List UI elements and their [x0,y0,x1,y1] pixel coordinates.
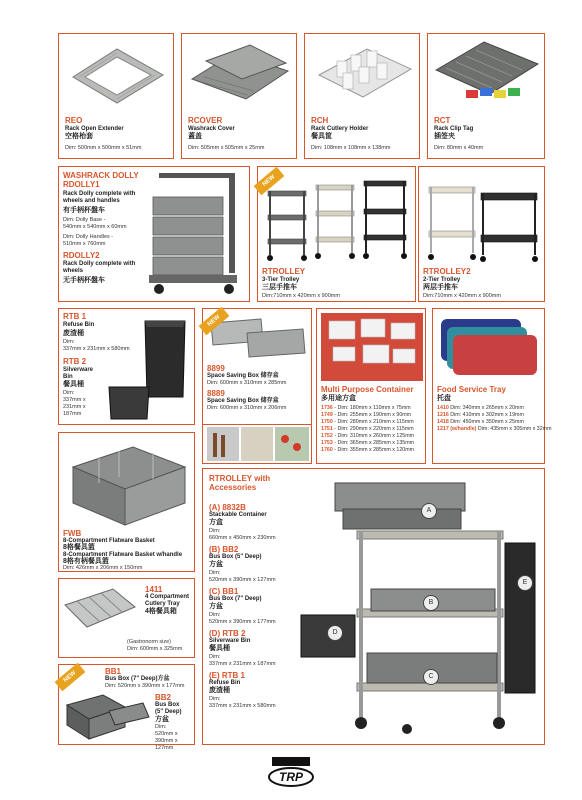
tray-row-dim: Dim: 435mm x 305mm x 32mm [476,426,552,432]
rdolly2-zh: 无手柄杯盤车 [63,277,105,284]
space1-code: 8899 [207,364,225,373]
tray-row-dim: Dim: 450mm x 350mm x 25mm [448,419,524,425]
multi-row-code: 1750 [321,419,333,425]
space-photos-panel [202,425,312,464]
fwb-dim: Dim: 426mm x 206mm x 150mm [63,565,143,571]
storage-photos-image [207,427,309,461]
acc-c-dim2: 520mm x 390mm x 177mm [209,619,276,625]
tray-row [437,405,543,412]
multi-title: Multi Purpose Container [321,385,414,394]
acc-e-name: Refuse Bin [209,680,241,686]
new-badge: NEW [199,307,230,335]
rtrolley-code: RTROLLEY [262,267,306,276]
new-badge: NEW [55,663,86,691]
marker-a: A [421,503,437,519]
trolley-with-accessories-image [297,477,543,743]
multi-row [321,440,425,447]
rdolly2-desc: Rack Dolly complete with wheels [63,261,136,274]
rch-zh: 餐具筐 [311,133,332,140]
multi-panel [316,308,426,464]
rtb1-dim1: Dim: [63,339,75,345]
acc-c-name: Bus Box (7" Deep) [209,596,262,602]
bb2-dim1: Dim: [155,724,167,730]
marker-b: B [423,595,439,611]
multi-row-code: 1760 [321,447,333,453]
acc-b-dim1: Dim: [209,570,221,576]
rch-panel [304,33,420,159]
three-tier-trolley-image [262,171,412,263]
fwb-zh1: 8格餐具篮 [63,544,95,551]
acc-title1: RTROLLEY with [209,474,271,483]
rcover-code: RCOVER [188,116,223,125]
rtrolley-name: 3-Tier Trolley [262,277,300,283]
multi-row-code: 1736 [321,405,333,411]
rdolly1-dim3: Dim: Dolly Handles - [63,234,114,240]
rack-extender-image [65,39,169,109]
reo-code: REO [65,116,83,125]
rdolly1-dim1: Dim: Dolly Base - [63,217,106,223]
acc-b-code: (B) BB2 [209,545,239,554]
rtb1-code: RTB 1 [63,312,87,321]
tray-row [437,412,543,419]
multi-row-dim: - Dim: 355mm x 285mm x 120mm [332,447,415,453]
rtb2-dim2: 337mm x [63,397,86,403]
bb2-name-a: Bus Box [155,702,180,708]
rdolly1-zh: 有手柄杯盤车 [63,207,105,214]
acc-e-code: (E) RTB 1 [209,671,245,680]
rtb-panel [58,308,195,425]
reo-panel [58,33,174,159]
multi-row [321,447,425,454]
rtb2-code: RTB 2 [63,357,87,366]
acc-c-dim1: Dim: [209,612,221,618]
tray-row-dim: Dim: 340mm x 265mm x 20mm [448,405,524,411]
containers-image [321,313,423,381]
tray-row-code: 1410 [437,405,449,411]
rct-code: RCT [434,116,451,125]
acc-d-name: Silverware Bin [209,638,251,644]
acc-b-dim2: 520mm x 390mm x 127mm [209,577,276,583]
tray1411-panel [58,578,195,658]
cutlery-tray-image [63,583,137,639]
acc-d-dim2: 337mm x 231mm x 187mm [209,661,276,667]
rtb2-dim3: 231mm x [63,404,86,410]
acc-a-name: Stackable Container [209,512,267,518]
acc-c-zh: 方盆 [209,603,223,610]
rtrolley-dim: Dim:710mm x 420mm x 900mm [262,293,340,299]
washrack-panel [58,166,250,302]
rct-zh: 插签夹 [434,133,455,140]
tray-title: Food Service Tray [437,385,506,394]
reo-dim: Dim: 500mm x 500mm x 51mm [65,145,142,151]
bb2-zh: 方盆 [155,716,169,723]
acc-d-code: (D) RTB 2 [209,629,246,638]
acc-e-zh: 废渣桶 [209,687,230,694]
multi-row-code: 1751 [321,426,333,432]
tray-row-code: 1418 [437,419,449,425]
rtb2-dim4: 187mm [63,411,82,417]
acc-a-code: (A) 8832B [209,503,246,512]
rcover-dim: Dim: 505mm x 505mm x 25mm [188,145,265,151]
multi-row [321,433,425,440]
washrack-cover-image [188,39,292,109]
tray-panel [432,308,552,464]
rtb1-name: Refuse Bin [63,322,95,328]
rch-code: RCH [311,116,329,125]
rdolly2-code: RDOLLY2 [63,251,100,260]
reo-name: Rack Open Extender [65,126,124,132]
multi-row-dim: - Dim: 290mm x 220mm x 115mm [332,426,414,432]
bb1-code: BB1 [105,667,122,676]
rch-dim: Dim: 108mm x 108mm x 138mm [311,145,391,151]
rtrolley2-zh: 两层手推车 [423,284,458,291]
space1-dim: Dim: 600mm x 310mm x 285mm [207,380,287,386]
rtb2-dim1: Dim: [63,390,75,396]
tray-zh: 托盘 [437,395,451,402]
rack-clip-tag-image [432,38,542,108]
tray1411-zh: 4格餐具箱 [145,608,177,615]
rct-name: Rack Clip Tag [434,126,474,132]
acc-d-zh: 餐具桶 [209,645,230,652]
rtrolley-panel [257,166,416,302]
rdolly1-dim4: 510mm x 760mm [63,241,106,247]
rtb2-zh: 餐具桶 [63,381,84,388]
rtrolley-zh: 三层手推车 [262,284,297,291]
space2-dim: Dim: 600mm x 310mm x 206mm [207,405,287,411]
accessories-panel [202,468,545,745]
tray1411-code: 1411 [145,585,163,594]
space1-name: Space Saving Box 储存盒 [207,373,279,379]
fwb-name1: 8-Compartment Flatware Basket [63,538,155,544]
tray-row [437,426,552,433]
rdolly1-code: RDOLLY1 [63,180,100,189]
multi-row [321,419,425,426]
multi-row-dim: - Dim: 255mm x 190mm x 90mm [332,412,412,418]
multi-row-code: 1749 [321,412,333,418]
multi-zh: 多用途方盒 [321,395,356,402]
fwb-code: FWB [63,529,82,538]
rtb2-name: Silverware Bin [63,367,94,380]
tray-row-code: 1217 (w/handle) [437,426,477,432]
tray1411-name2: Cutlery Tray [145,601,180,607]
acc-b-zh: 方盆 [209,561,223,568]
rdolly1-desc: Rack Dolly complete with wheels and handles [63,191,136,204]
marker-d: D [327,625,343,641]
rtb1-dim2: 337mm x 231mm x 580mm [63,346,130,352]
rtrolley2-panel [418,166,545,302]
rtrolley2-dim: Dim:710mm x 420mm x 900mm [423,293,501,299]
acc-title2: Accessories [209,483,257,492]
bb2-dim2: 520mm x [155,731,178,737]
bins-image [105,315,193,421]
multi-row-dim: - Dim: 280mm x 210mm x 115mm [332,419,414,425]
space2-name: Space Saving Box 储存盒 [207,398,279,404]
fwb-panel [58,432,195,572]
tray-row-dim: Dim: 410mm x 302mm x 19mm [448,412,524,418]
tray-row-code: 1216 [437,412,449,418]
multi-row-dim: - Dim: 180mm x 110mm x 75mm [332,405,411,411]
rch-name: Rack Cutlery Holder [311,126,369,132]
rtrolley2-name: 2-Tier Trolley [423,277,461,283]
acc-a-dim1: Dim: [209,528,221,534]
tray1411-dim: Dim: 600mm x 325mm [127,646,183,652]
marker-c: C [423,669,439,685]
acc-b-name: Bus Box (5" Deep) [209,554,262,560]
new-badge: NEW [254,167,285,195]
multi-row [321,426,425,433]
rtrolley2-code: RTROLLEY2 [423,267,471,276]
rtb1-zh: 废渣桶 [63,330,84,337]
rcover-panel [181,33,297,159]
fwb-zh2: 8格有柄餐具篮 [63,558,109,565]
acc-c-code: (C) BB1 [209,587,239,596]
reo-zh: 空格枱套 [65,133,93,140]
fwb-name2: 8-Compartment Flatware Basket w/handle [63,552,183,558]
acc-e-dim1: Dim: [209,696,221,702]
multi-row [321,412,425,419]
acc-d-dim1: Dim: [209,654,221,660]
rcover-zh: 蓋盖 [188,133,202,140]
bb2-code: BB2 [155,693,172,702]
logo-text: TRP [279,770,303,784]
rcover-name: Washrack Cover [188,126,235,132]
trp-logo [268,757,314,787]
acc-e-dim2: 337mm x 231mm x 580mm [209,703,276,709]
bb2-name-b: (5" Deep) [155,709,182,715]
cutlery-holder-image [311,39,415,109]
multi-row [321,405,425,412]
multi-row-code: 1753 [321,440,333,446]
multi-rows [321,405,425,454]
tray1411-note: (Gastronorm size) [127,639,172,645]
bb1-dim: Dim: 520mm x 390mm x 177mm [105,683,185,689]
busbox-panel [58,664,195,751]
acc-a-dim2: 660mm x 450mm x 230mm [209,535,276,541]
rct-panel [427,33,545,159]
marker-e: E [517,575,533,591]
two-tier-trolley-image [423,171,543,263]
multi-row-dim: - Dim: 310mm x 260mm x 125mm [332,433,415,439]
rack-dolly-image [145,169,249,301]
rdolly1-dim2: 540mm x 540mm x 60mm [63,224,127,230]
multi-row-code: 1752 [321,433,333,439]
flatware-basket-image [63,437,193,529]
bb2-dim3: 390mm x 127mm [155,738,178,751]
tray1411-name1: 4 Compartment [145,594,190,600]
rct-dim: Dim: 80mm x 40mm [434,145,484,151]
tray-row [437,419,543,426]
space-panel [202,308,312,425]
multi-row-dim: - Dim: 365mm x 285mm x 135mm [332,440,415,446]
bb1-name: Bus Box (7" Deep)方盆 [105,676,170,682]
bus-box-image [63,691,151,743]
acc-a-zh: 方盒 [209,519,223,526]
space2-code: 8889 [207,389,225,398]
tray-rows [437,405,552,433]
washrack-title: WASHRACK DOLLY [63,171,139,180]
food-tray-image [437,313,542,381]
